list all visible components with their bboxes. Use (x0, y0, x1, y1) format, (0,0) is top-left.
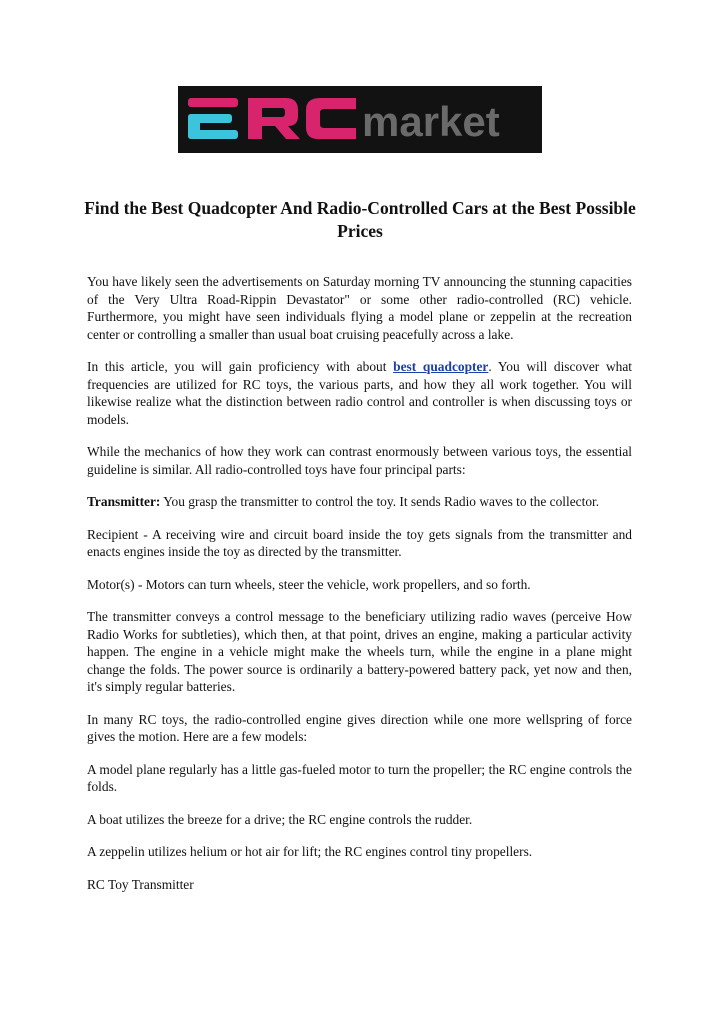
transmitter-text: You grasp the transmitter to control the toy. It sends Radio waves to the collector. (160, 494, 600, 510)
erc-market-logo (178, 86, 542, 153)
logo-letter-c (306, 98, 356, 139)
paragraph-recipient: Recipient - A receiving wire and circuit board inside the toy gets signals from the transmitter and enacts engines inside the toy as directed by the transmitter. (87, 526, 632, 560)
paragraph-boat: A boat utilizes the breeze for a drive; the RC engine controls the rudder. (87, 811, 473, 827)
paragraph-text-after-link: . You will discover what frequencies are utilized for RC toys, the various parts, and how they all work together. You will likewise realize what the distinction between radio control and controller is when discussing toys or models. (87, 359, 632, 427)
article-title: Find the Best Quadcopter And Radio-Controlled Cars at the Best Possible Prices (84, 198, 636, 241)
paragraph-article-overview (87, 358, 632, 428)
paragraph-rc-toys: In many RC toys, the radio-controlled engine gives direction while one more wellspring of force gives the motion. Here are a few models: (87, 711, 632, 745)
transmitter-label: Transmitter: (87, 494, 161, 510)
best-quadcopter-link[interactable]: best quadcopter (393, 359, 489, 375)
logo-letter-r (248, 98, 300, 139)
paragraph-intro: You have likely seen the advertisements on Saturday morning TV announcing the stunning capacities of the Very Ultra Road-Rippin Devastator" or some other radio-controlled (RC) vehicle. Furthermore, you might have seen individuals flying a model plane or zeppelin at the recreation center or controlling a smaller than usual boat cruising peacefully across a lake. (87, 274, 632, 342)
paragraph-motors: Motor(s) - Motors can turn wheels, steer the vehicle, work propellers, and so forth. (87, 576, 531, 592)
paragraph-transmitter-conveys: The transmitter conveys a control message to the beneficiary utilizing radio waves (perceive How Radio Works for subtleties), which then, at that point, drives an engine, making a particular activity happen. The engine in a vehicle might make the wheels turn, while the engine in a plane might change the folds. The power source is ordinarily a battery-powered battery pack, yet now and then, it's simply regular batteries. (87, 609, 632, 695)
article-body (87, 273, 632, 908)
paragraph-transmitter (87, 493, 632, 511)
paragraph-rc-toy-transmitter: RC Toy Transmitter (87, 876, 194, 892)
paragraph-zeppelin: A zeppelin utilizes helium or hot air for lift; the RC engines control tiny propellers. (87, 844, 533, 860)
paragraph-principal-parts: While the mechanics of how they work can contrast enormously between various toys, the essential guideline is similar. All radio-controlled toys have four principal parts: (87, 444, 632, 477)
logo-letter-e (188, 98, 238, 139)
paragraph-text-before-link: In this article, you will gain proficiency with about (87, 359, 394, 375)
paragraph-model-plane: A model plane regularly has a little gas-fueled motor to turn the propeller; the RC engine controls the folds. (87, 761, 632, 795)
logo-graphic (178, 86, 542, 153)
logo-wordmark: market (362, 98, 500, 145)
